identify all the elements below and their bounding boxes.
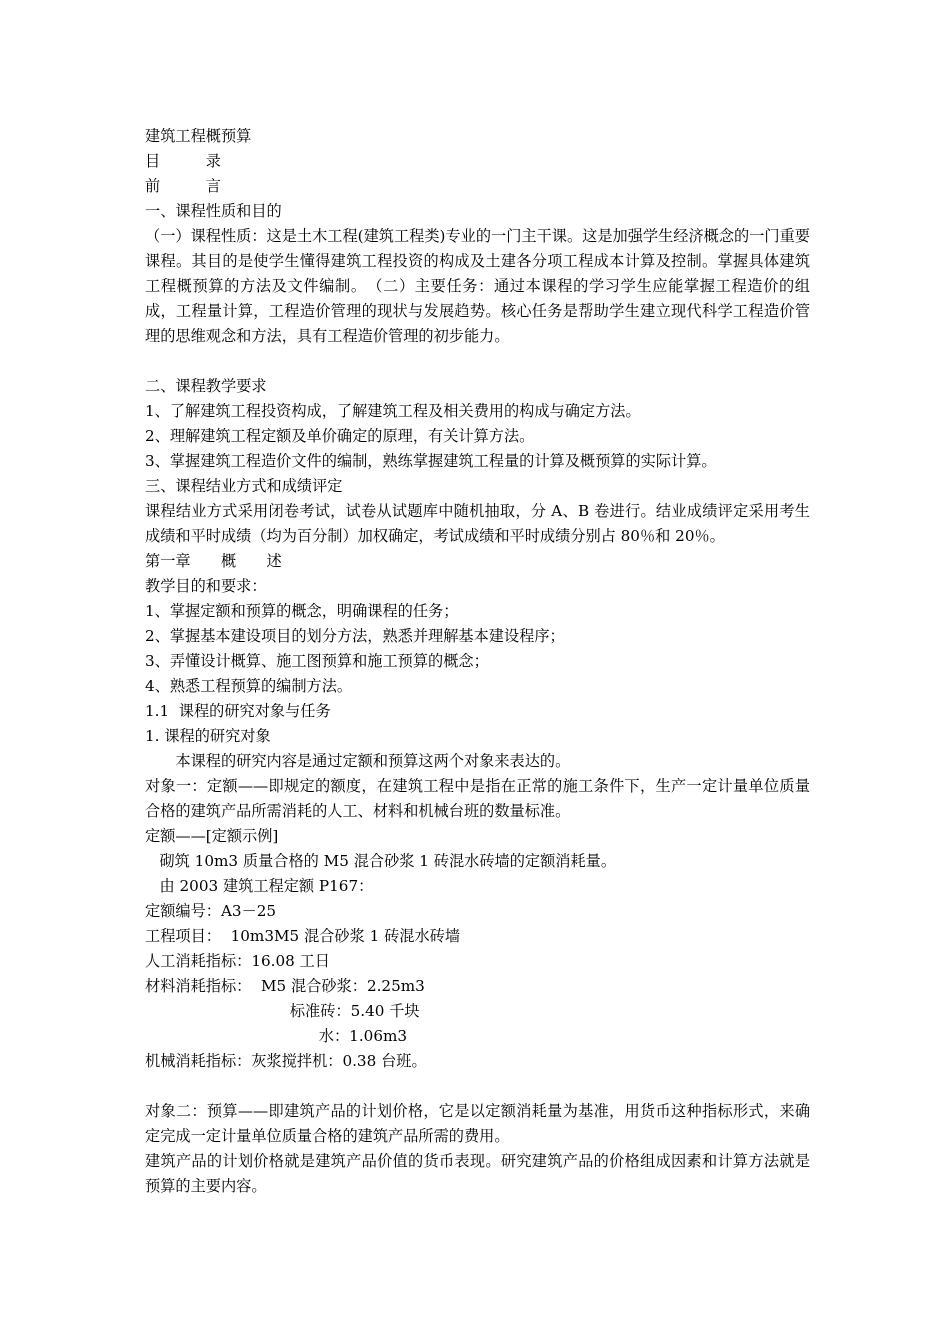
- list-item: 1、掌握定额和预算的概念，明确课程的任务；: [145, 602, 459, 620]
- list-item: 1、了解建筑工程投资构成，了解建筑工程及相关费用的构成与确定方法。: [145, 402, 641, 420]
- object-1-paragraph: 对象一：定额——即规定的额度，在建筑工程中是指在正常的施工条件下，生产一定计量单位质量合格的建筑产品所需消耗的人工、材料和机械台班的数量标准。: [145, 777, 810, 820]
- section-1-1-heading: 1.1 课程的研究对象与任务: [145, 702, 331, 720]
- quota-line: 由 2003 建筑工程定额 P167：: [145, 877, 374, 895]
- spacer: [145, 1074, 810, 1099]
- quota-line: 水：1.06m3: [145, 1027, 408, 1045]
- subsection-heading: 1. 课程的研究对象: [145, 727, 271, 745]
- quota-example-heading: 定额——[定额示例]: [145, 827, 279, 845]
- quota-line: 砌筑 10m3 质量合格的 M5 混合砂浆 1 砖混水砖墙的定额消耗量。: [145, 852, 617, 870]
- section-3-paragraph: 课程结业方式采用闭卷考试，试卷从试题库中随机抽取，分 A、B 卷进行。结业成绩评定采用考生成绩和平时成绩（均为百分制）加权确定，考试成绩和平时成绩分别占 80％和 20％。: [145, 502, 810, 545]
- section-1-heading: 一、课程性质和目的: [145, 202, 282, 220]
- quota-line: 定额编号：A3－25: [145, 902, 277, 920]
- document-page: [145, 124, 810, 1199]
- preface-heading: 前 言: [145, 177, 221, 195]
- section-2-heading: 二、课程教学要求: [145, 377, 267, 395]
- section-3-heading: 三、课程结业方式和成绩评定: [145, 477, 343, 495]
- goals-heading: 教学目的和要求：: [145, 577, 267, 595]
- chapter-1-heading: 第一章 概 述: [145, 552, 282, 570]
- section-1-paragraph: （一）课程性质：这是土木工程(建筑工程类)专业的一门主干课。这是加强学生经济概念的一门重要课程。其目的是使学生懂得建筑工程投资的构成及土建各分项工程成本计算及控制。掌握具体建筑工程概预算的方法及文件编制。 （二）主要任务：通过本课程的学习学生应能掌握工程造价的组成，工程量计算，工程造价管理的现状与发展趋势。核心任务是帮助学生建立现代科学工程造价管理的思维观念和方法，具有工程造价管理的初步能力。: [145, 227, 810, 345]
- spacer: [145, 349, 810, 374]
- toc-heading: 目 录: [145, 152, 221, 170]
- quota-line: 材料消耗指标： M5 混合砂浆：2.25m3: [145, 977, 425, 995]
- quota-line: 工程项目： 10m3M5 混合砂浆 1 砖混水砖墙: [145, 927, 461, 945]
- object-2-paragraph: 对象二：预算——即建筑产品的计划价格，它是以定额消耗量为基准，用货币这种指标形式，来确定完成一定计量单位质量合格的建筑产品所需的费用。: [145, 1102, 810, 1145]
- quota-line: 标准砖：5.40 千块: [145, 1002, 420, 1020]
- list-item: 3、弄懂设计概算、施工图预算和施工预算的概念；: [145, 652, 489, 670]
- document-title: 建筑工程概预算: [145, 127, 252, 145]
- list-item: 2、掌握基本建设项目的划分方法，熟悉并理解基本建设程序；: [145, 627, 565, 645]
- intro-line: 本课程的研究内容是通过定额和预算这两个对象来表达的。: [145, 752, 571, 770]
- list-item: 2、理解建筑工程定额及单价确定的原理，有关计算方法。: [145, 427, 535, 445]
- quota-line: 机械消耗指标：灰浆搅拌机：0.38 台班。: [145, 1052, 427, 1070]
- object-2-paragraph-2: 建筑产品的计划价格就是建筑产品价值的货币表现。研究建筑产品的价格组成因素和计算方法就是预算的主要内容。: [145, 1152, 810, 1195]
- list-item: 4、熟悉工程预算的编制方法。: [145, 677, 353, 695]
- quota-line: 人工消耗指标：16.08 工日: [145, 952, 330, 970]
- list-item: 3、掌握建筑工程造价文件的编制，熟练掌握建筑工程量的计算及概预算的实际计算。: [145, 452, 717, 470]
